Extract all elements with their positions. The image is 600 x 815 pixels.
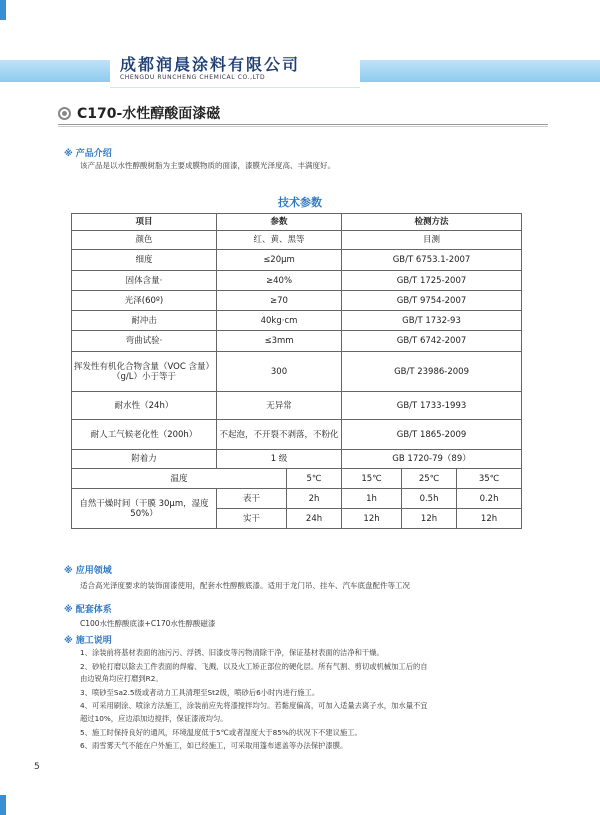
dry-temp-label: 温度 xyxy=(72,469,287,489)
row-item: 耐人工气候老化性（200h） xyxy=(72,420,217,450)
row-method: GB/T 1732-93 xyxy=(342,311,522,331)
dry-time-name: 自然干燥时间（干膜 30μm，湿度 50%） xyxy=(72,489,217,529)
row-method: GB/T 6742-2007 xyxy=(342,331,522,352)
row-param: ≥70 xyxy=(217,291,342,311)
row-method: GB/T 1865-2009 xyxy=(342,420,522,450)
row-item: 颜色 xyxy=(72,231,217,250)
row-method: GB/T 1733-1993 xyxy=(342,392,522,420)
row-item: 固体含量· xyxy=(72,271,217,291)
tech-params-title: 技术参数 xyxy=(278,196,322,209)
row-param: 40kg·cm xyxy=(217,311,342,331)
construction-line: 5、施工时保持良好的通风，环境温度低于5℃或者湿度大于85%的状况下不建议施工。 xyxy=(80,728,362,737)
row-item: 附着力 xyxy=(72,450,217,469)
table-row xyxy=(72,291,522,311)
row-item: 光泽(60º) xyxy=(72,291,217,311)
dry-value: 12h xyxy=(457,509,522,529)
dry-value: 12h xyxy=(342,509,402,529)
row-method: 目测 xyxy=(342,231,522,250)
row-item: 弯曲试验· xyxy=(72,331,217,352)
dry-value: 24h xyxy=(287,509,342,529)
row-method: GB 1720-79（89） xyxy=(342,450,522,469)
intro-heading: ※ 产品介绍 xyxy=(64,149,112,159)
row-item: 耐水性（24h） xyxy=(72,392,217,420)
table-row xyxy=(72,450,522,469)
construction-line: 超过10%，应边添加边搅拌，保证漆液均匀。 xyxy=(80,714,228,723)
title-underline-secondary xyxy=(58,126,548,127)
intro-text: 该产品是以水性醇酸树脂为主要成膜物质的面漆，漆膜光泽度高、丰满度好。 xyxy=(80,161,335,170)
row-method: GB/T 23986-2009 xyxy=(342,352,522,392)
left-stripe-bottom xyxy=(0,795,6,815)
asterisk-mark-icon: ※ xyxy=(64,566,73,576)
table-row xyxy=(72,271,522,291)
asterisk-mark-icon: ※ xyxy=(64,149,73,159)
table-row xyxy=(72,250,522,271)
company-name-en: CHENGDU RUNCHENG CHEMICAL CO.,LTD xyxy=(120,74,266,81)
dry-row-surface xyxy=(72,489,522,509)
target-circle-icon xyxy=(58,107,71,120)
table-header-method: 检测方法 xyxy=(342,214,522,231)
dry-temp-value: 35℃ xyxy=(457,469,522,489)
dry-temp-row xyxy=(72,469,522,489)
row-param: 300 xyxy=(217,352,342,392)
construction-line: 3、喷砂至Sa2.5级或者动力工具清理至St2级，喷砂后6小时内进行施工。 xyxy=(80,688,320,697)
tech-params-table xyxy=(71,213,522,529)
row-param: 不起泡，不开裂不剥落，不粉化 xyxy=(217,420,342,450)
dry-temp-value: 25℃ xyxy=(402,469,457,489)
table-row xyxy=(72,352,522,392)
construction-line: 4、可采用刷涂、喷涂方法施工，涂装前应先将漆搅拌均匀。若黏度偏高，可加入适量去离子水，加水量不宜 xyxy=(80,701,428,710)
title-underline xyxy=(58,124,548,125)
row-param: 1 级 xyxy=(217,450,342,469)
dry-temp-value: 5℃ xyxy=(287,469,342,489)
construction-heading: ※ 施工说明 xyxy=(64,636,112,646)
table-header-param: 参数 xyxy=(217,214,342,231)
table-row xyxy=(72,231,522,250)
application-heading: ※ 应用领域 xyxy=(64,566,112,576)
dry-row-label: 实干 xyxy=(217,509,287,529)
company-name-cn: 成都润晨涂料有限公司 xyxy=(120,55,301,74)
system-text: C100水性醇酸底漆+C170水性醇酸磁漆 xyxy=(80,619,216,628)
row-method: GB/T 9754-2007 xyxy=(342,291,522,311)
asterisk-mark-icon: ※ xyxy=(64,636,73,646)
dry-temp-value: 15℃ xyxy=(342,469,402,489)
row-item: 耐冲击 xyxy=(72,311,217,331)
row-method: GB/T 6753.1-2007 xyxy=(342,250,522,271)
dry-value: 12h xyxy=(402,509,457,529)
row-param: 红、黄、黑等 xyxy=(217,231,342,250)
dry-value: 2h xyxy=(287,489,342,509)
construction-line: 由边锐角均应打磨到R2。 xyxy=(80,674,163,683)
row-param: ≤20μm xyxy=(217,250,342,271)
table-row xyxy=(72,331,522,352)
dry-value: 0.5h xyxy=(402,489,457,509)
row-param: ≤3mm xyxy=(217,331,342,352)
row-item: 细度 xyxy=(72,250,217,271)
construction-line: 1、涂装前将基材表面的油污污、浮锈、旧漆皮等污物清除干净，保证基材表面的洁净和干燥。 xyxy=(80,648,384,657)
table-row xyxy=(72,311,522,331)
system-heading: ※ 配套体系 xyxy=(64,605,112,615)
page-number: 5 xyxy=(34,762,40,772)
construction-line: 2、砂轮打磨以除去工件表面的焊瘤、飞溅、以及火工矫正部位的硬化层。所有气割、剪切或机械加工后的自 xyxy=(80,662,428,671)
dry-value: 0.2h xyxy=(457,489,522,509)
asterisk-mark-icon: ※ xyxy=(64,605,73,615)
dry-value: 1h xyxy=(342,489,402,509)
dry-row-label: 表干 xyxy=(217,489,287,509)
construction-line: 6、雨雪雾天气不能在户外施工，如已经施工，可采取用篷布遮盖等办法保护漆膜。 xyxy=(80,741,348,750)
product-title: C170-水性醇酸面漆磁 xyxy=(77,106,221,122)
application-text: 适合高光泽度要求的装饰面漆使用，配套水性醇酸底漆。适用于龙门吊、挂车、汽车底盘配件等工况 xyxy=(80,581,410,590)
row-param: ≥40% xyxy=(217,271,342,291)
row-method: GB/T 1725-2007 xyxy=(342,271,522,291)
product-title-row xyxy=(58,104,220,122)
table-header-item: 项目 xyxy=(72,214,217,231)
table-row xyxy=(72,392,522,420)
row-param: 无异常 xyxy=(217,392,342,420)
row-item: 挥发性有机化合物含量（VOC 含量）（g/L）小于等于 xyxy=(72,352,217,392)
left-stripe-top xyxy=(0,0,6,20)
table-row xyxy=(72,420,522,450)
